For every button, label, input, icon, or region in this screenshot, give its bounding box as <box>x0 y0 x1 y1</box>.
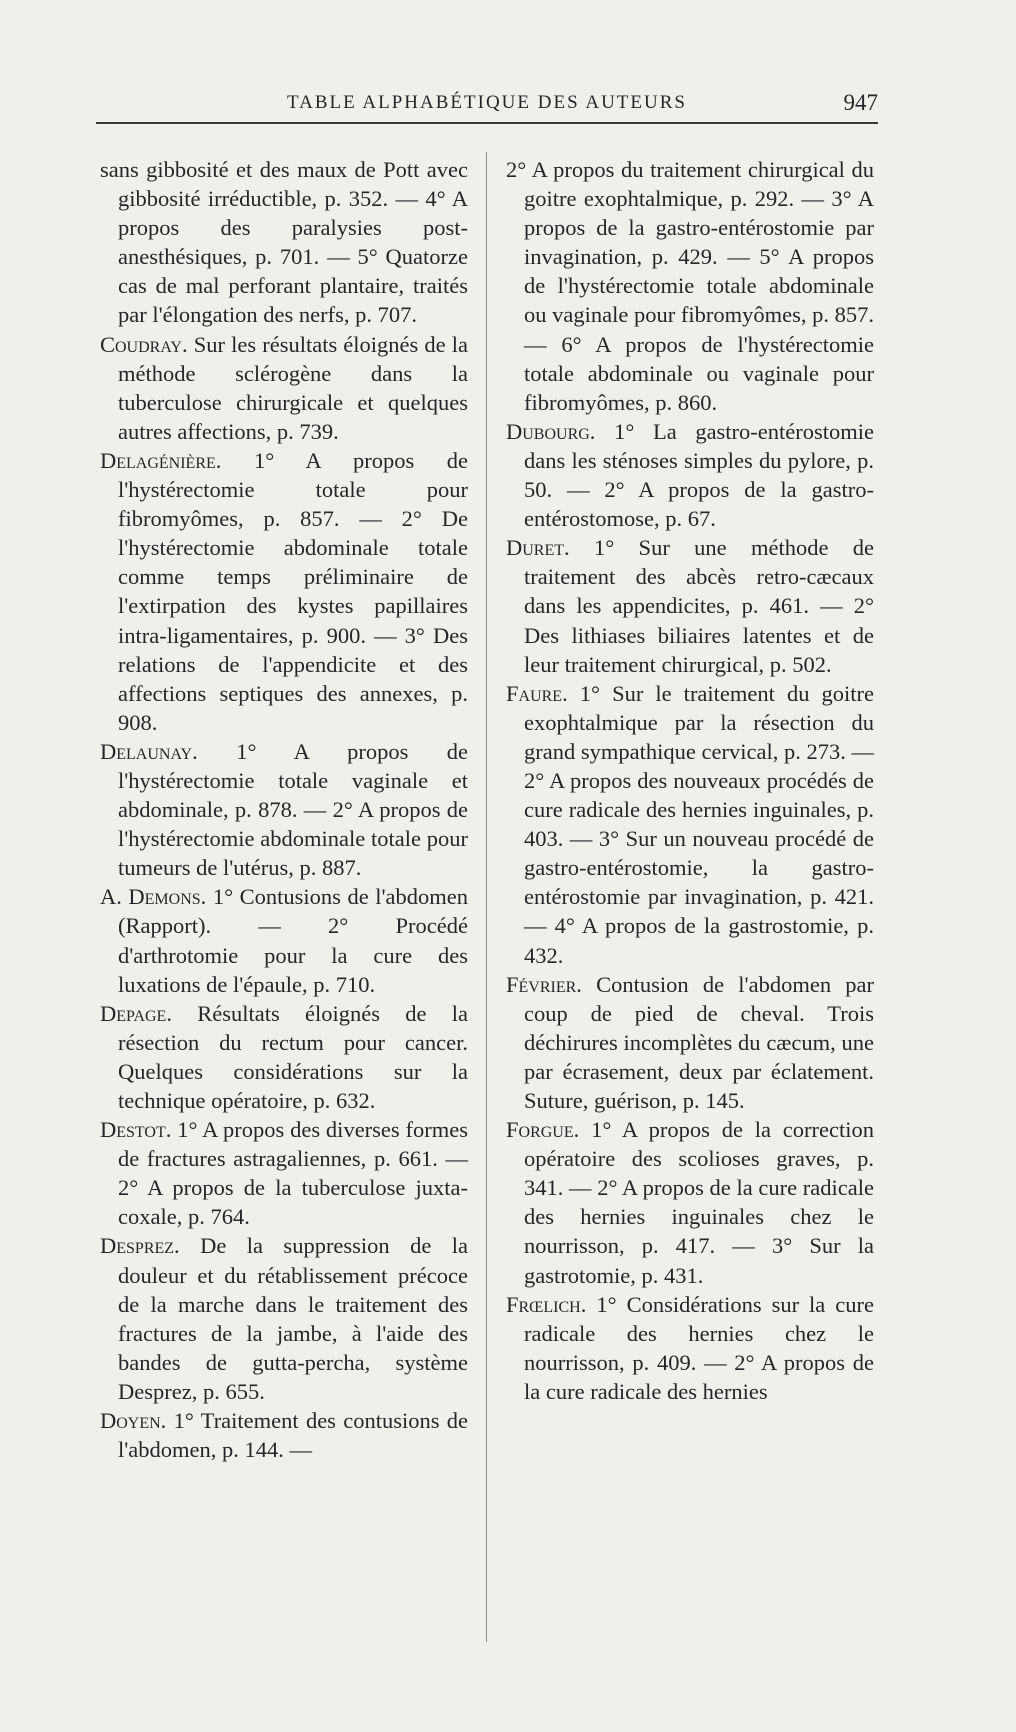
index-entry <box>506 533 874 678</box>
entry-author: Dubourg. <box>506 418 596 444</box>
entry-text: 1° A propos de l'hystérectomie totale pour fibromyômes, p. 857. — 2° De l'hystérectomie abdominale totale comme temps préliminaire de l'extirpation des kystes papillaires intra-ligamentaires, p. 900. — 3° Des relations de l'appendicite et des affections septiques des annexes, p. 908. <box>118 447 469 735</box>
entry-author: Destot. <box>100 1117 172 1143</box>
index-entry <box>506 1115 874 1290</box>
entry-text: De la suppression de la douleur et du rétablissement précoce de la marche dans le traitement des fractures de la jambe, à l'aide des bandes de gutta-percha, système Desprez, p. 655. <box>118 1233 469 1404</box>
index-entry <box>100 1406 468 1464</box>
entry-text: 1° A propos de la correction opératoire des scolioses graves, p. 341. — 2° A propos de la cure radicale des hernies inguinales chez le nourrisson, p. 417. — 3° Sur la gastrotomie, p. 431. <box>524 1117 875 1288</box>
index-entry <box>100 155 468 330</box>
entry-author: A. Demons. <box>100 884 207 910</box>
index-entry <box>100 1231 468 1406</box>
index-entry <box>100 1115 468 1231</box>
entry-author: Février. <box>506 971 582 997</box>
index-entry <box>100 882 468 998</box>
entry-text: sans gibbosité et des maux de Pott avec gibbosité irréductible, p. 352. — 4° A propos des paralysies post-anesthésiques, p. 701. — 5° Quatorze cas de mal perforant plantaire, traités par l'élongation des nerfs, p. 707. <box>100 157 468 328</box>
entry-text: Sur les résultats éloignés de la méthode sclérogène dans la tuberculose chirurgicale et quelques autres affections, p. 739. <box>118 331 468 444</box>
index-entry <box>100 330 468 446</box>
entry-text: Contusion de l'abdomen par coup de pied de cheval. Trois déchirures incomplètes du cæcum, une par écrasement, deux par éclatement. Suture, guérison, p. 145. <box>524 971 874 1113</box>
entry-author: Delagénière. <box>100 447 222 473</box>
entry-author: Coudray. <box>100 331 188 357</box>
entry-author: Frœlich. <box>506 1291 587 1317</box>
entry-text: 2° A propos du traitement chirurgical du goitre exophtalmique, p. 292. — 3° A propos de la gastro-entérostomie par invagination, p. 429. — 5° A propos de l'hystérectomie totale abdominale ou vaginale pour fibromyômes, p. 857. — 6° A propos de l'hystérectomie totale abdominale ou vaginale pour fibromyômes, p. 860. <box>506 157 874 415</box>
index-entry <box>506 1290 874 1406</box>
right-column <box>506 155 874 1406</box>
entry-author: Desprez. <box>100 1233 180 1259</box>
page-number: 947 <box>843 90 878 115</box>
entry-text: 1° La gastro-entérostomie dans les sténoses simples du pylore, p. 50. — 2° A propos de la gastro-entérostomose, p. 67. <box>524 418 875 532</box>
entry-author: Depage. <box>100 1000 172 1026</box>
left-column <box>100 155 468 1464</box>
entry-text: 1° Sur le traitement du goitre exophtalmique par la résection du grand sympathique cervical, p. 273. — 2° A propos des nouveaux procédés de cure radicale des hernies inguinales, p. 403. — 3° Sur un nouveau procédé de gastro-entérostomie, la gastro-entérostomie par invagination, p. 421. — 4° A propos de la gastrostomie, p. 432. <box>524 680 874 968</box>
running-title: TABLE ALPHABÉTIQUE DES AUTEURS <box>287 92 687 113</box>
running-header <box>96 92 878 124</box>
entry-author: Forgue. <box>506 1117 580 1143</box>
index-entry <box>100 446 468 737</box>
entry-author: Faure. <box>506 680 568 706</box>
entry-author: Doyen. <box>100 1408 167 1434</box>
column-divider <box>486 152 487 1642</box>
entry-text: 1° Contusions de l'abdomen (Rapport). — 2° Procédé d'arthrotomie pour la cure des luxations de l'épaule, p. 710. <box>118 884 468 997</box>
index-entry <box>100 999 468 1115</box>
index-entry <box>506 970 874 1115</box>
entry-text: 1° Traitement des contusions de l'abdomen, p. 144. — <box>118 1408 469 1463</box>
entry-author: Delaunay. <box>100 738 198 764</box>
entry-text: 1° A propos des diverses formes de fractures astragaliennes, p. 661. — 2° A propos de la tuberculose juxta-coxale, p. 764. <box>118 1117 469 1230</box>
entry-text: 1° Sur une méthode de traitement des abcès retro-cæcaux dans les appendicites, p. 461. — 2° Des lithiases biliaires latentes et de leur traitement chirurgical, p. 502. <box>524 535 874 677</box>
entry-author: Duret. <box>506 535 570 561</box>
index-entry <box>100 737 468 882</box>
entry-text: Résultats éloignés de la résection du rectum pour cancer. Quelques considérations sur la technique opératoire, p. 632. <box>118 1000 469 1113</box>
index-entry <box>506 679 874 970</box>
entry-text: 1° A propos de l'hystérectomie totale vaginale et abdominale, p. 878. — 2° A propos de l'hystérectomie abdominale totale pour tumeurs de l'utérus, p. 887. <box>118 738 469 881</box>
index-entry <box>506 417 874 533</box>
index-entry <box>506 155 874 417</box>
entry-text: 1° Considérations sur la cure radicale des hernies chez le nourrisson, p. 409. — 2° A propos de la cure radicale des hernies <box>524 1291 874 1404</box>
